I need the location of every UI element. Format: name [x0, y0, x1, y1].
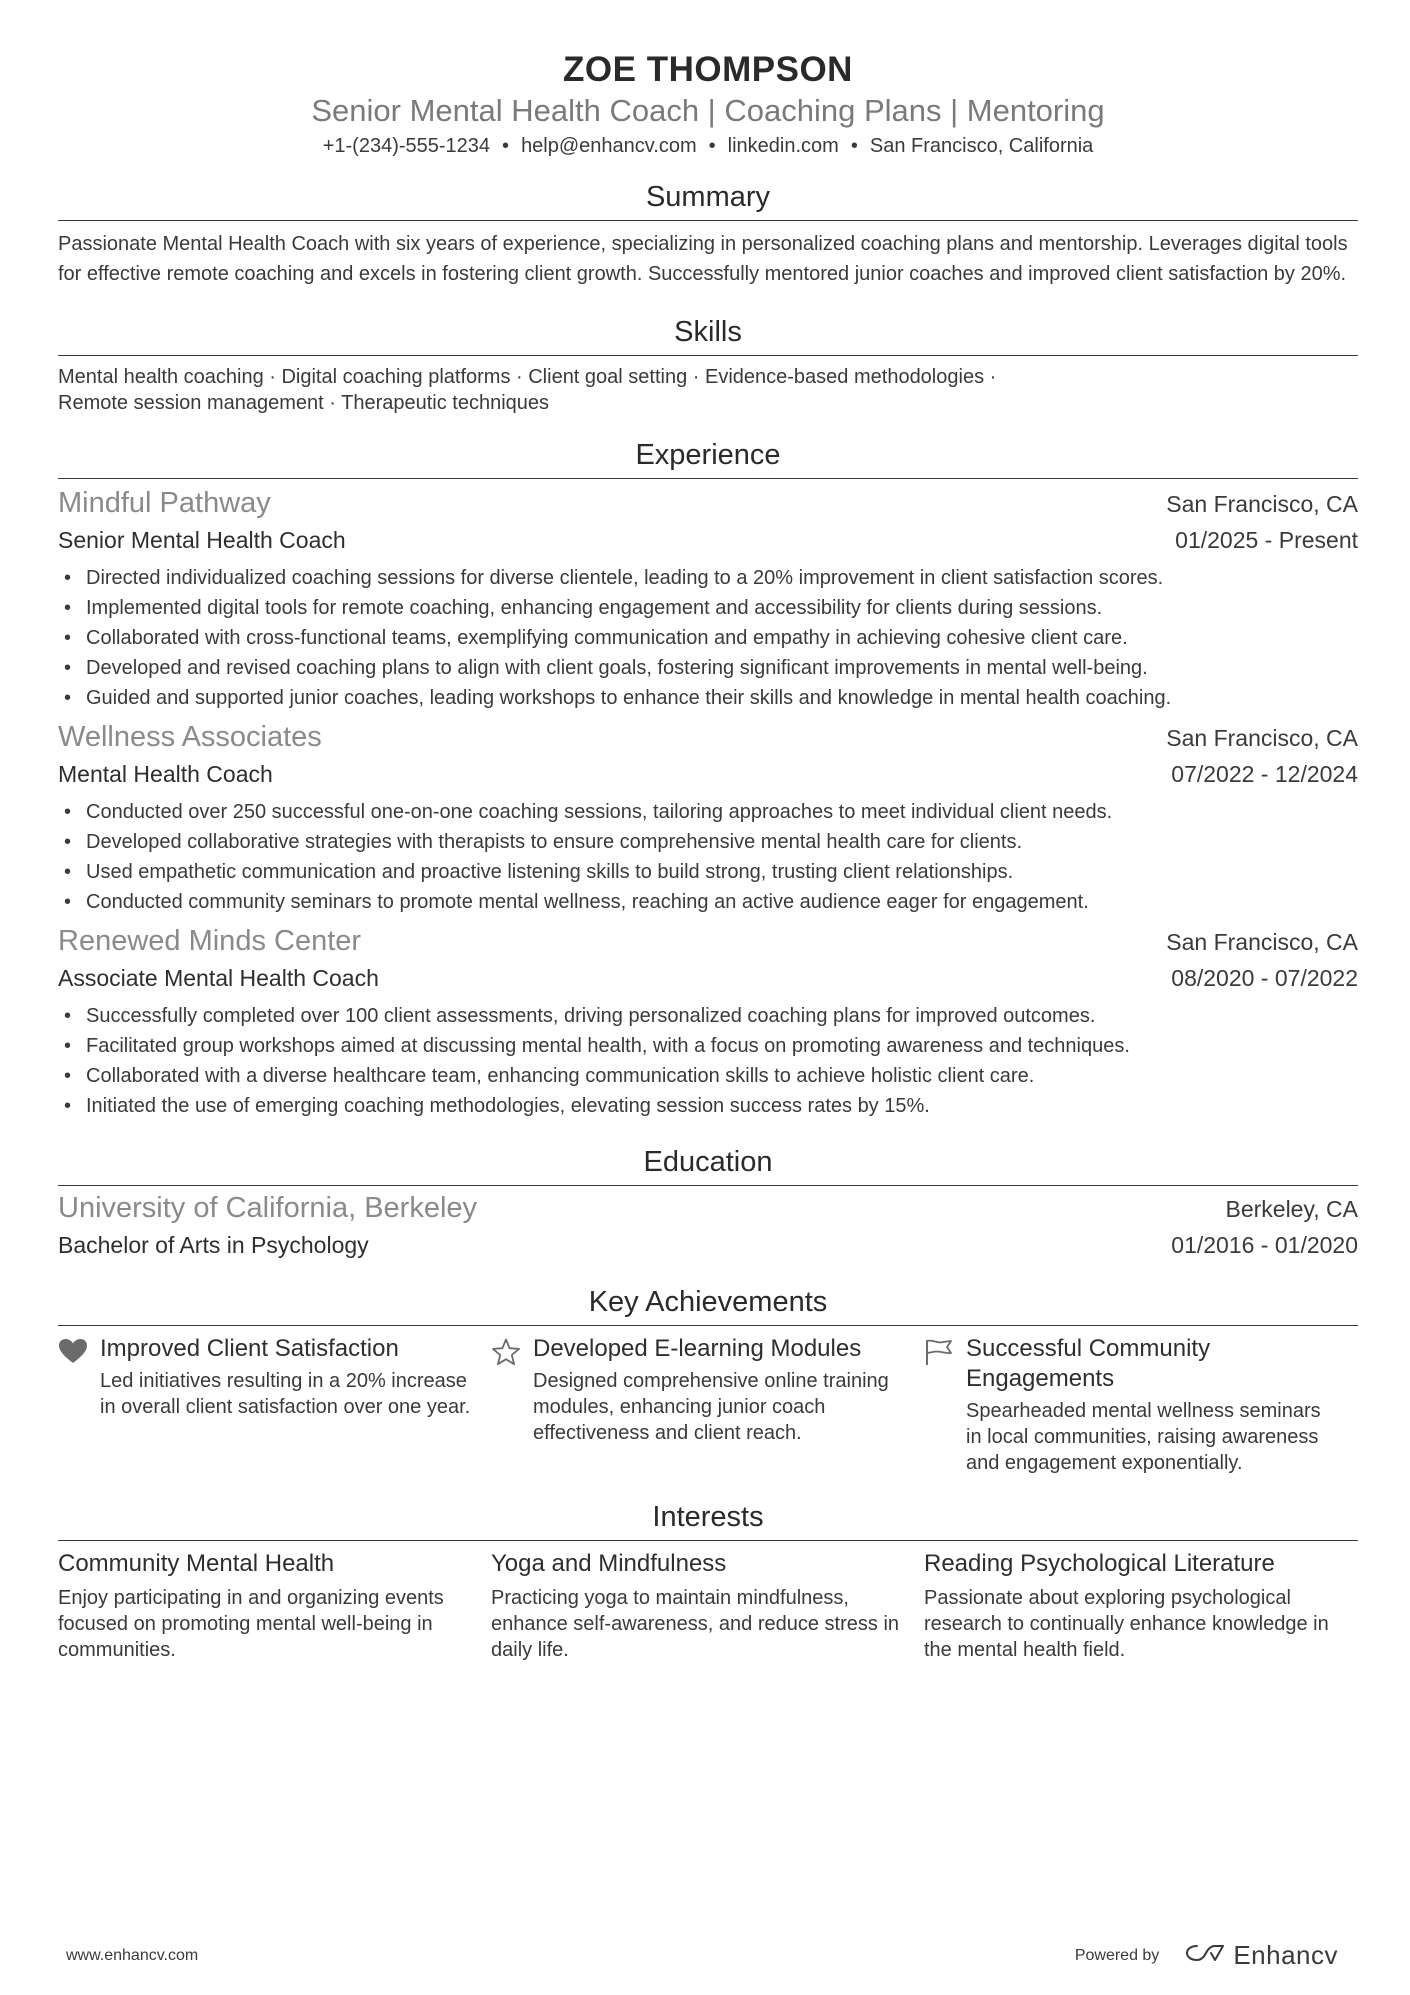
company-name: Wellness Associates	[58, 721, 322, 753]
job-entry	[58, 719, 1358, 917]
achievement-title: Improved Client Satisfaction	[100, 1335, 399, 1362]
job-dates: 07/2022 - 12/2024	[1171, 761, 1358, 787]
interest-desc: Passionate about exploring psychological research to continually enhance knowledge in the mental health field.	[924, 1587, 1329, 1661]
job-dates: 08/2020 - 07/2022	[1171, 965, 1358, 991]
experience-section	[58, 438, 1358, 1121]
skills-section	[58, 315, 1358, 416]
achievement-title: Successful Community Engagements	[966, 1335, 1211, 1392]
powered-by-label: Powered by	[1074, 1946, 1160, 1964]
section-title-achievements: Key Achievements	[58, 1285, 1358, 1326]
linkedin-link[interactable]: linkedin.com	[727, 135, 839, 157]
page-footer	[66, 1940, 1358, 1971]
section-title-experience: Experience	[58, 438, 1358, 479]
contact-separator: •	[708, 135, 716, 157]
job-bullet: • Implemented digital tools for remote coaching, enhancing engagement and accessibility for clients during sessions.	[58, 593, 1358, 623]
job-bullet: • Collaborated with a diverse healthcare team, enhancing communication skills to achieve holistic client care.	[58, 1061, 1358, 1091]
job-bullets	[58, 1001, 1358, 1121]
summary-section	[58, 180, 1358, 289]
company-name: Renewed Minds Center	[58, 925, 362, 957]
phone: +1-(234)-555-1234	[322, 135, 491, 157]
candidate-headline: Senior Mental Health Coach | Coaching Plans | Mentoring	[311, 93, 1105, 128]
interest-desc: Practicing yoga to maintain mindfulness, enhance self-awareness, and reduce stress in daily life.	[491, 1587, 900, 1661]
job-bullet: • Conducted community seminars to promote mental wellness, reaching an active audience eager for engagement.	[58, 887, 1358, 917]
school-location: Berkeley, CA	[1225, 1196, 1358, 1222]
job-bullet: • Guided and supported junior coaches, leading workshops to enhance their skills and knowledge in mental health coaching.	[58, 683, 1358, 713]
interest-item	[58, 1549, 491, 1663]
interest-title: Yoga and Mindfulness	[491, 1550, 727, 1577]
achievement-item	[924, 1334, 1357, 1476]
degree: Bachelor of Arts in Psychology	[58, 1232, 369, 1258]
job-bullet: • Used empathetic communication and proactive listening skills to build strong, trusting client relationships.	[58, 857, 1358, 887]
skills-line: Mental health coaching · Digital coaching platforms · Client goal setting · Evidence-based methodologies ·	[58, 366, 997, 388]
contact-line	[58, 132, 1358, 160]
skills-line: Remote session management · Therapeutic techniques	[58, 392, 550, 414]
job-bullet: • Developed collaborative strategies with therapists to ensure comprehensive mental health care for clients.	[58, 827, 1358, 857]
job-bullet: • Directed individualized coaching sessions for diverse clientele, leading to a 20% improvement in client satisfaction scores.	[58, 563, 1358, 593]
job-title: Senior Mental Health Coach	[58, 527, 346, 553]
achievement-desc: Designed comprehensive online training modules, enhancing junior coach effectiveness and client reach.	[533, 1370, 889, 1444]
contact-separator: •	[850, 135, 858, 157]
job-bullet: • Initiated the use of emerging coaching methodologies, elevating session success rates by 15%.	[58, 1091, 1358, 1121]
section-title-interests: Interests	[58, 1500, 1358, 1541]
job-title: Mental Health Coach	[58, 761, 273, 787]
job-location: San Francisco, CA	[1166, 929, 1358, 955]
job-bullet: • Collaborated with cross-functional teams, exemplifying communication and empathy in achieving cohesive client care.	[58, 623, 1358, 653]
email-link[interactable]: help@enhancv.com	[521, 135, 697, 157]
star-icon	[491, 1334, 533, 1476]
flag-icon	[924, 1334, 966, 1476]
contact-separator: •	[502, 135, 510, 157]
job-bullets	[58, 797, 1358, 917]
interest-title: Reading Psychological Literature	[924, 1550, 1275, 1577]
job-title: Associate Mental Health Coach	[58, 965, 379, 991]
achievement-desc: Led initiatives resulting in a 20% increase in overall client satisfaction over one year.	[100, 1370, 471, 1418]
job-location: San Francisco, CA	[1166, 725, 1358, 751]
interest-title: Community Mental Health	[58, 1550, 335, 1577]
interest-item	[491, 1549, 924, 1663]
resume-header	[58, 0, 1358, 160]
job-bullet: • Developed and revised coaching plans to align with client goals, fostering significant improvements in mental well-being.	[58, 653, 1358, 683]
interest-item	[924, 1549, 1357, 1663]
powered-by	[1075, 1940, 1358, 1971]
interest-desc: Enjoy participating in and organizing events focused on promoting mental well-being in communities.	[58, 1587, 444, 1661]
job-bullet: • Conducted over 250 successful one-on-one coaching sessions, tailoring approaches to meet individual client needs.	[58, 797, 1358, 827]
job-dates: 01/2025 - Present	[1175, 527, 1358, 553]
achievement-item	[491, 1334, 924, 1476]
resume-page	[58, 0, 1358, 1995]
section-title-education: Education	[58, 1145, 1358, 1186]
job-bullets	[58, 563, 1358, 713]
job-entry	[58, 923, 1358, 1121]
interests-section	[58, 1500, 1358, 1663]
achievement-item	[58, 1334, 491, 1476]
location: San Francisco, California	[869, 135, 1094, 157]
achievement-title: Developed E-learning Modules	[533, 1335, 862, 1362]
job-location: San Francisco, CA	[1166, 491, 1358, 517]
company-name: Mindful Pathway	[58, 487, 271, 519]
candidate-name: ZOE THOMPSON	[563, 50, 853, 89]
job-bullet: • Successfully completed over 100 client assessments, driving personalized coaching plans for improved outcomes.	[58, 1001, 1358, 1031]
achievements-section	[58, 1285, 1358, 1476]
summary-text: Passionate Mental Health Coach with six years of experience, specializing in personalized coaching plans and mentorship. Leverages digital tools for effective remote coaching and excels in fostering client growth. Successfully mentored junior coaches and improved client satisfaction by 20%.	[58, 233, 1348, 285]
education-section	[58, 1145, 1358, 1263]
section-title-skills: Skills	[58, 315, 1358, 356]
heart-icon	[58, 1334, 100, 1476]
section-title-summary: Summary	[58, 180, 1358, 221]
footer-url-link[interactable]: www.enhancv.com	[66, 1946, 199, 1964]
achievement-desc: Spearheaded mental wellness seminars in local communities, raising awareness and engagement exponentially.	[966, 1400, 1321, 1474]
school-name: University of California, Berkeley	[58, 1192, 478, 1224]
enhancv-logo-icon	[1185, 1942, 1225, 1969]
job-bullet: • Facilitated group workshops aimed at discussing mental health, with a focus on promoting awareness and techniques.	[58, 1031, 1358, 1061]
enhancv-brand: Enhancv	[1233, 1940, 1338, 1970]
job-entry	[58, 485, 1358, 713]
education-dates: 01/2016 - 01/2020	[1171, 1232, 1358, 1258]
